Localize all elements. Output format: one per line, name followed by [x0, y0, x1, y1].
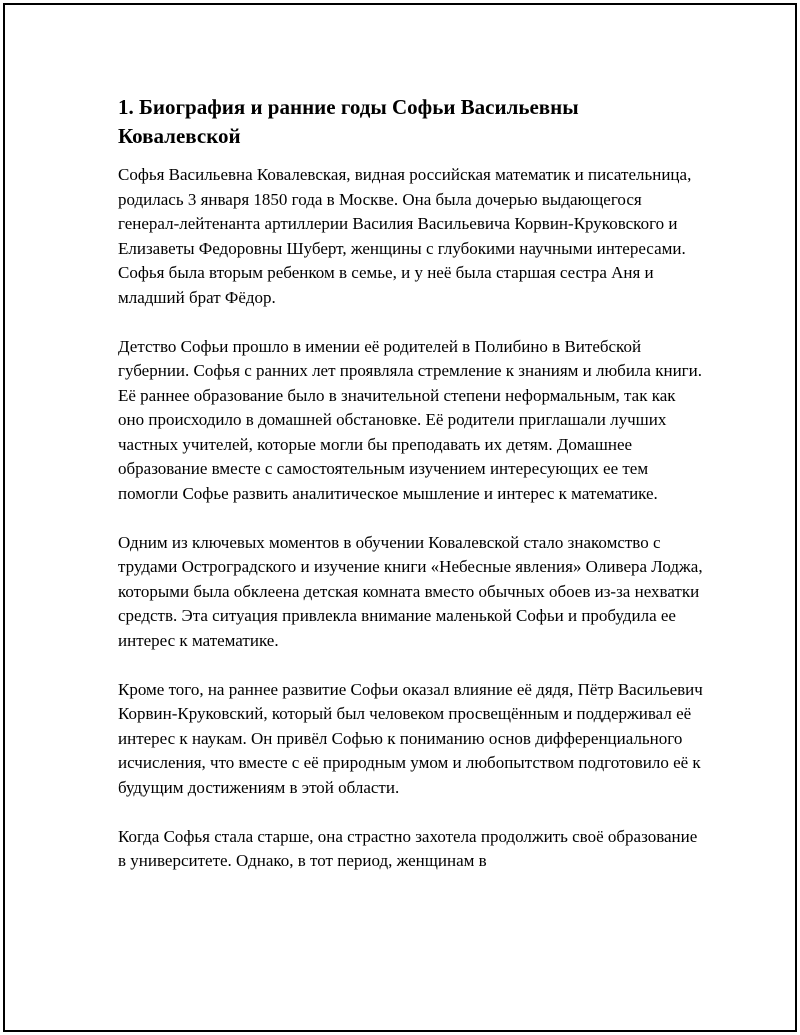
paragraph-key-moments: Одним из ключевых моментов в обучении Ковалевской стало знакомство с трудами Остроградского и изучение книги «Небесные явления» Оливера Лоджа, которыми была обклеена детская комната вместо обычных обоев из-за нехватки средств. Эта ситуация привлекла внимание маленькой Софьи и пробудила ее интерес к математике. — [118, 532, 703, 650]
paragraph-childhood: Детство Софьи прошло в имении её родителей в Полибино в Витебской губернии. Софья с ранних лет проявляла стремление к знаниям и любила книги. Её раннее образование было в значительной степени неформальным, так как оно происходило в домашней обстановке. Её родители приглашали лучших частных учителей, которые могли бы преподавать их детям. Домашнее образование вместе с самостоятельным изучением интересующих ее тем помогли Софье развить аналитическое мышление и интерес к математике. — [118, 336, 702, 503]
document-body — [118, 93, 703, 898]
paragraph-university: Когда Софья стала старше, она страстно захотела продолжить своё образование в университете. Однако, в тот период, женщинам в — [118, 826, 698, 870]
paragraph-birth: Софья Васильевна Ковалевская, видная российская математик и писательница, родилась 3 января 1850 года в Москве. Она была дочерью выдающегося генерал-лейтенанта артиллерии Василия Васильевича Корвин-Круковского и Елизаветы Федоровны Шуберт, женщины с глубокими научными интересами. Софья была вторым ребенком в семье, и у неё была старшая сестра Аня и младший брат Фёдор. — [118, 165, 692, 307]
paragraph-uncle: Кроме того, на раннее развитие Софьи оказал влияние её дядя, Пётр Васильевич Корвин-Круковский, который был человеком просвещённым и поддерживал её интерес к наукам. Он привёл Софью к пониманию основ дифференциального исчисления, что вместе с её природным умом и любопытством подготовило её к будущим достижениям в этой области. — [118, 679, 703, 797]
section-heading: 1. Биография и ранние годы Софьи Васильевны Ковалевской — [118, 95, 579, 148]
